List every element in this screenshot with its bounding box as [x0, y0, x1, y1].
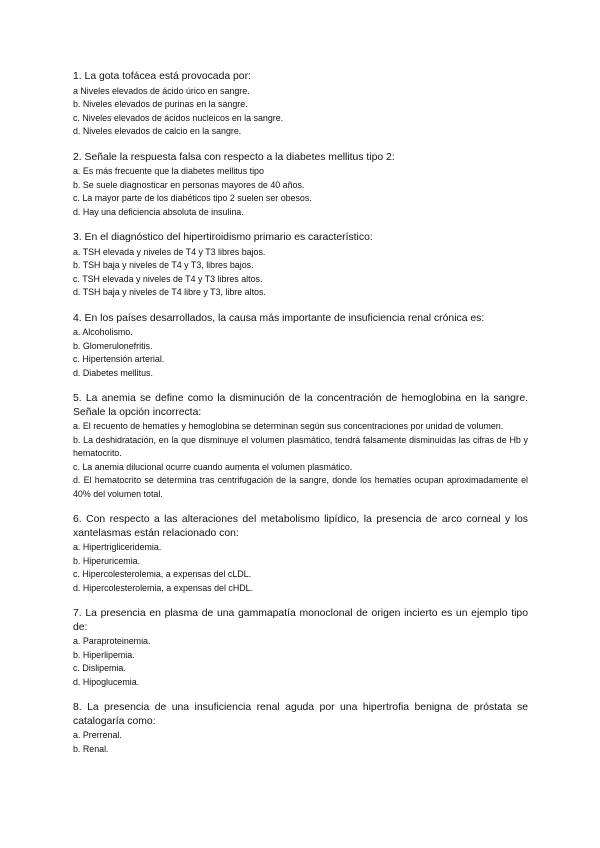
answer-option-c: c. Dislipemia. — [73, 663, 126, 673]
answer-option-c: c. La anemia dilucional ocurre cuando aumenta el volumen plasmático. — [73, 461, 353, 472]
question-7 — [73, 607, 528, 689]
answer-option-b: b. Hiperlipemia. — [73, 649, 135, 660]
question-text: 1. La gota tofácea está provocada por: — [73, 71, 251, 82]
answer-option-b: b. Hiperuricemia. — [73, 555, 141, 566]
question-6 — [73, 513, 528, 595]
question-text: 2. Señale la respuesta falsa con respecto a la diabetes mellitus tipo 2: — [73, 151, 395, 163]
answer-option-b: b. Niveles elevados de purinas en la sangre. — [73, 99, 248, 109]
answer-option-a: a. Prerrenal. — [73, 730, 122, 740]
answer-option-d: d. Hipercolesterolemia, a expensas del cHDL. — [73, 582, 254, 593]
answer-option-d: d. Hay una deficiencia absoluta de insulina. — [73, 206, 244, 217]
answer-option-a: a. Alcoholismo. — [73, 327, 133, 337]
question-text: 4. En los países desarrollados, la causa más importante de insuficiencia renal crónica es: — [73, 312, 485, 324]
question-3 — [73, 231, 528, 300]
answer-option-c: c. Niveles elevados de ácidos nucleicos en la sangre. — [73, 112, 284, 123]
answer-option-a: a. Paraproteinemia. — [73, 636, 151, 646]
question-4 — [73, 312, 528, 381]
answer-option-a: a. TSH elevada y niveles de T4 y T3 libres bajos. — [73, 246, 266, 257]
answer-option-b: b. La deshidratación, en la que disminuye el volumen plasmático, tendrá falsamente disminuidas las cifras de Hb y hematocrito. — [73, 434, 528, 458]
answer-option-a: a. El recuento de hematíes y hemoglobina se determinan según sus concentraciones por unidad de volumen. — [73, 421, 504, 431]
question-text: 3. En el diagnóstico del hipertiroidismo primario es característico: — [73, 232, 373, 243]
answer-option-d: d. El hematocrito se determina tras centrifugación de la sangre, donde los hematíes ocupan aproximadamente el 40% del volumen total. — [73, 475, 528, 499]
question-8 — [73, 701, 528, 756]
answer-option-a: a. Es más frecuente que la diabetes mellitus tipo — [73, 166, 264, 176]
answer-option-a: a. Hipertrigliceridemia. — [73, 542, 162, 552]
answer-option-a: a Niveles elevados de ácido úrico en sangre. — [73, 85, 250, 96]
answer-option-c: c. Hipercolesterolemia, a expensas del cLDL. — [73, 569, 252, 579]
question-text: 7. La presencia en plasma de una gammapatía monoclonal de origen incierto es un ejemplo tipo de: — [73, 608, 528, 633]
answer-option-b: b. Renal. — [73, 743, 109, 754]
answer-option-d: d. Hipoglucemia. — [73, 676, 140, 687]
question-5 — [73, 392, 528, 501]
question-text: 8. La presencia de una insuficiencia renal aguda por una hipertrofia benigna de próstata se catalogaría como: — [73, 702, 528, 727]
answer-option-d: d. Niveles elevados de calcio en la sangre. — [73, 126, 242, 136]
answer-option-b: b. Glomerulonefritis. — [73, 340, 153, 351]
answer-option-b: b. Se suele diagnosticar en personas mayores de 40 años. — [73, 179, 305, 190]
answer-option-d: d. TSH baja y niveles de T4 libre y T3, libre altos. — [73, 287, 266, 297]
answer-option-c: c. Hipertensión arterial. — [73, 354, 165, 364]
question-text: 6. Con respecto a las alteraciones del metabolismo lipídico, la presencia de arco corneal y los xantelasmas están relacionado con: — [73, 514, 528, 539]
question-2 — [73, 151, 528, 220]
answer-option-c: c. TSH elevada y niveles de T4 y T3 libres altos. — [73, 273, 263, 284]
question-1 — [73, 70, 528, 139]
question-text: 5. La anemia se define como la disminución de la concentración de hemoglobina en la sangre. Señale la opción incorrecta: — [73, 393, 528, 418]
answer-option-d: d. Diabetes mellitus. — [73, 367, 153, 378]
answer-option-b: b. TSH baja y niveles de T4 y T3, libres bajos. — [73, 260, 254, 270]
answer-option-c: c. La mayor parte de los diabéticos tipo 2 suelen ser obesos. — [73, 193, 312, 203]
